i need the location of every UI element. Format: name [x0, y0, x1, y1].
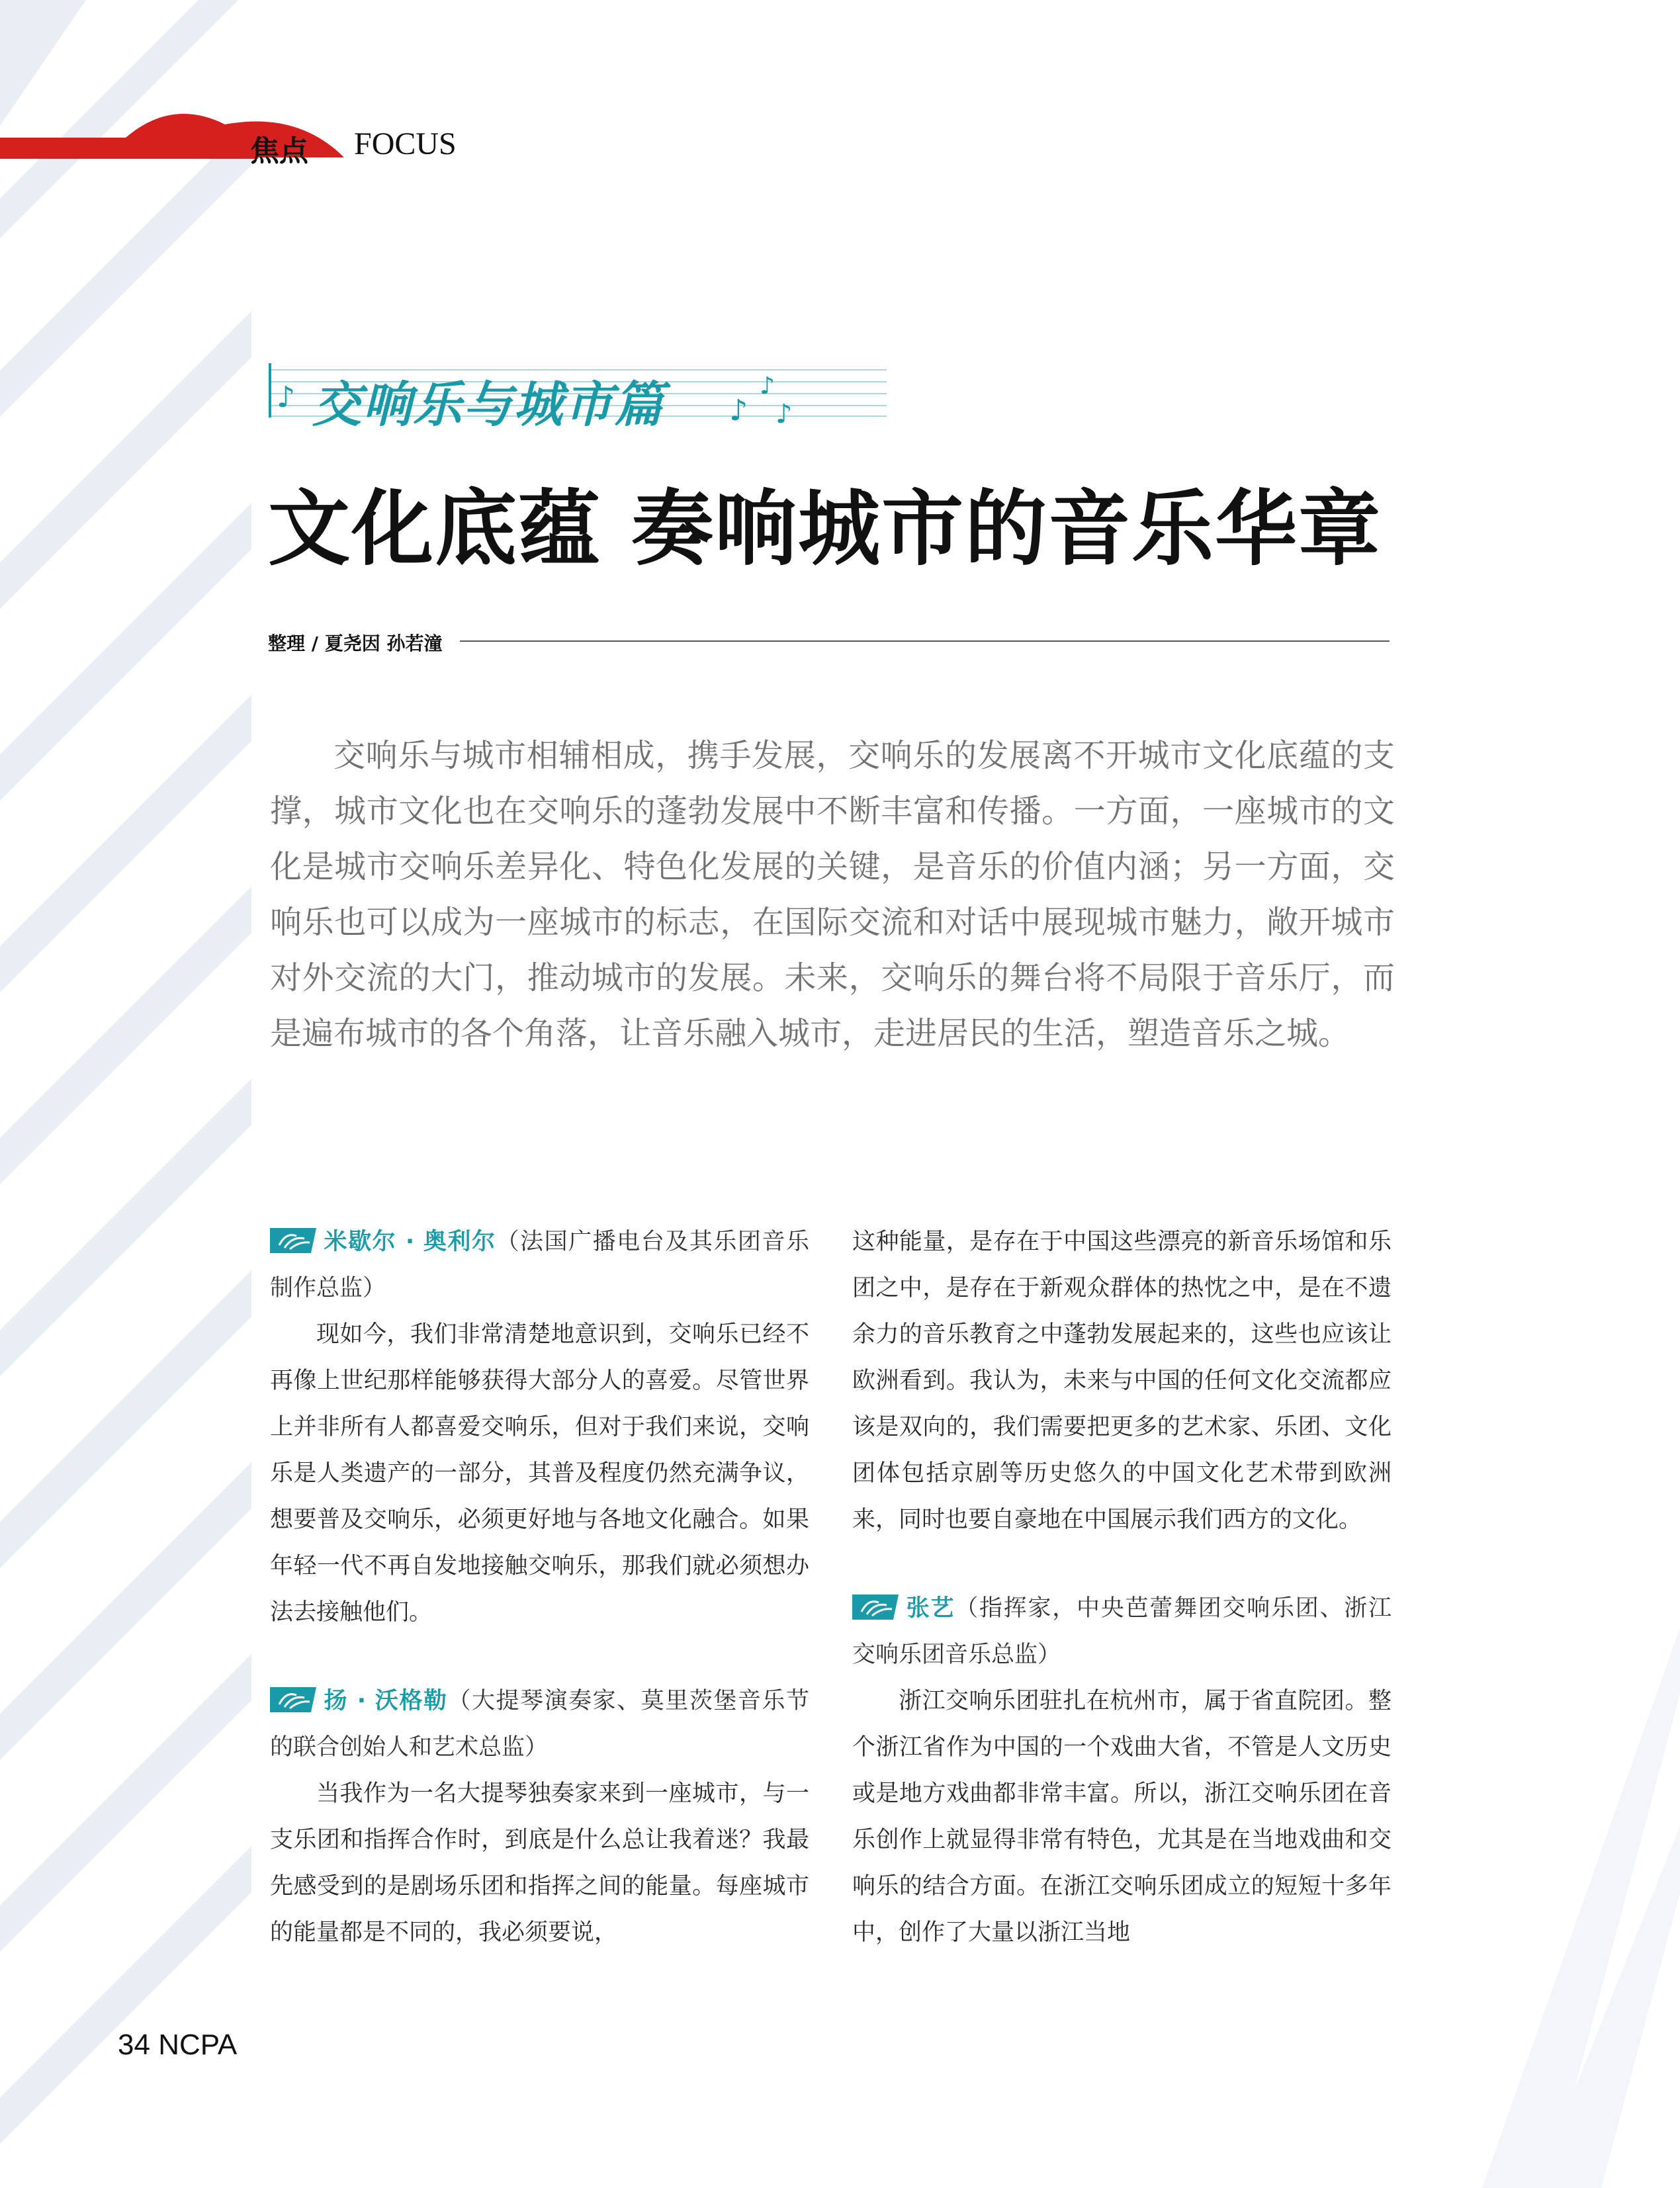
speaker-marker-icon [270, 1228, 316, 1253]
speaker-text: 现如今，我们非常清楚地意识到，交响乐已经不再像上世纪那样能够获得大部分人的喜爱。尽管世界上并非所有人都喜爱交响乐，但对于我们来说，交响乐是人类遗产的一部分，其普及程度仍然充满争议，想要普及交响乐，必须更好地与各地文化融合。如果年轻一代不再自发地接触交响乐，那我们就必须想办法去接触他们。 [270, 1321, 809, 1626]
speaker-role: （大提琴演奏家、莫里茨堡音乐节的联合创始人和艺术总监） [270, 1688, 809, 1761]
speaker-heading [852, 1585, 1392, 1678]
right-column [852, 1219, 1392, 1956]
page-title: 文化底蕴 奏响城市的音乐华章 [268, 482, 1382, 577]
speaker-heading [270, 1219, 809, 1311]
page-footer [118, 2029, 237, 2062]
svg-text:♪: ♪ [277, 380, 296, 414]
svg-text:♪: ♪ [729, 394, 748, 427]
section-label-en: FOCUS [354, 126, 457, 161]
page-number: 34 [118, 2029, 150, 2061]
continued-text: 这种能量，是存在于中国这些漂亮的新音乐场馆和乐团之中，是存在于新观众群体的热忱之中，是在不遗余力的音乐教育之中蓬勃发展起来的，这些也应该让欧洲看到。我认为，未来与中国的任何文化交流都应该是双向的，我们需要把更多的艺术家、乐团、文化团体包括京剧等历史悠久的中国文化艺术带到欧洲来，同时也要自豪地在中国展示我们西方的文化。 [852, 1229, 1392, 1533]
svg-text:♪: ♪ [775, 399, 793, 427]
byline: 整理 / 夏尧因 孙若潼 [268, 633, 443, 654]
byline-divider [460, 640, 1390, 642]
speaker-text: 当我作为一名大提琴独奏家来到一座城市，与一支乐团和指挥合作时，到底是什么总让我着迷？我最先感受到的是剧场乐团和指挥之间的能量。每座城市的能量都是不同的，我必须要说， [270, 1780, 809, 1946]
section-label-cn: 焦点 [250, 134, 308, 168]
left-column [270, 1219, 809, 1956]
speaker-name: 扬 · 沃格勒 [323, 1688, 448, 1714]
magazine-name: NCPA [158, 2029, 238, 2061]
intro-text: 交响乐与城市相辅相成，携手发展，交响乐的发展离不开城市文化底蕴的支撑，城市文化也在交响乐的蓬勃发展中不断丰富和传播。一方面，一座城市的文化是城市交响乐差异化、特色化发展的关键，是音乐的价值内涵；另一方面，交响乐也可以成为一座城市的标志，在国际交流和对话中展现城市魅力，敞开城市对外交流的大门，推动城市的发展。未来，交响乐的舞台将不局限于音乐厅，而是遍布城市的各个角落，让音乐融入城市，走进居民的生活，塑造音乐之城。 [270, 737, 1395, 1052]
svg-text:♪: ♪ [760, 372, 775, 400]
speaker-marker-icon [852, 1595, 899, 1620]
speaker-text: 浙江交响乐团驻扎在杭州市，属于省直院团。整个浙江省作为中国的一个戏曲大省，不管是人文历史或是地方戏曲都非常丰富。所以，浙江交响乐团在音乐创作上就显得非常有特色，尤其是在当地戏曲和交响乐的结合方面。在浙江交响乐团成立的短短十多年中，创作了大量以浙江当地 [852, 1688, 1392, 1946]
speaker-name: 张艺 [905, 1595, 955, 1622]
series-heading [265, 354, 900, 433]
speaker-name: 米歇尔 · 奥利尔 [323, 1229, 496, 1255]
speaker-marker-icon [270, 1687, 316, 1712]
speaker-heading [270, 1678, 809, 1771]
speaker-role: （法国广播电台及其乐团音乐制作总监） [270, 1229, 809, 1301]
speaker-role: （指挥家，中央芭蕾舞团交响乐团、浙江交响乐团音乐总监） [852, 1595, 1392, 1668]
intro-paragraph [270, 728, 1395, 1061]
series-label: 交响乐与城市篇 [312, 376, 664, 433]
